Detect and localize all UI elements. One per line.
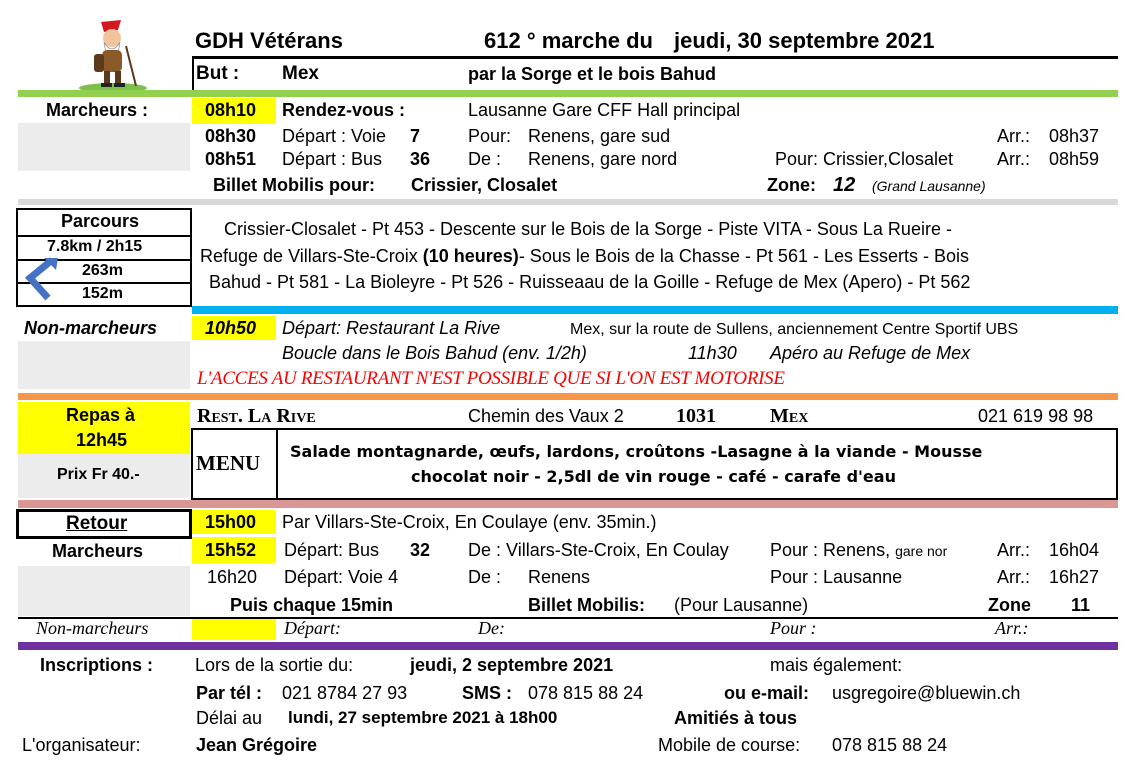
ret-t1: 15h00 bbox=[205, 512, 257, 532]
rose-divider bbox=[18, 500, 1118, 508]
nonmarcheurs-label: Non-marcheurs bbox=[24, 318, 158, 338]
zigzag-arrow-icon bbox=[22, 256, 62, 304]
ret-t2: 15h52 bbox=[205, 540, 257, 560]
r1-arr: Arr.: bbox=[997, 126, 1031, 146]
repas-label: Repas à bbox=[66, 405, 136, 425]
insc-date: jeudi, 2 septembre 2021 bbox=[410, 655, 614, 675]
mobile-label: Mobile de course: bbox=[658, 735, 801, 755]
insc-lors: Lors de la sortie du: bbox=[195, 655, 354, 675]
rest-npa: 1031 bbox=[676, 405, 716, 427]
ret-nm-dep: Départ: bbox=[284, 618, 341, 638]
rdv-label: Rendez-vous : bbox=[282, 100, 406, 120]
parcours-line1: Crissier-Closalet - Pt 453 - Descente sur le Bois de la Sorge - Piste VITA - Sous La Rueire - bbox=[224, 219, 952, 239]
org-person: Jean Grégoire bbox=[196, 735, 318, 755]
ret-pour3: Pour : Lausanne bbox=[770, 567, 903, 587]
r2-arr-time: 08h59 bbox=[1049, 149, 1100, 169]
r2-pour: Pour: Crissier,Closalet bbox=[775, 149, 954, 169]
insc-tel: 021 8784 27 93 bbox=[282, 683, 408, 703]
retour-label: Retour bbox=[66, 513, 128, 534]
rest-addr: Chemin des Vaux 2 bbox=[468, 406, 624, 426]
org-label: L'organisateur: bbox=[22, 735, 141, 755]
r1-dep: Départ : Voie bbox=[282, 126, 387, 146]
orange-divider bbox=[18, 393, 1118, 400]
r1-time: 08h30 bbox=[205, 126, 257, 146]
rest-name: Rest. La Rive bbox=[197, 405, 316, 427]
parcours-up: 263m bbox=[82, 262, 123, 279]
parcours-down: 152m bbox=[82, 285, 123, 302]
ret-billet-label: Billet Mobilis: bbox=[528, 595, 645, 615]
insc-tel-label: Par tél : bbox=[196, 683, 263, 703]
hiker-mascot-icon bbox=[74, 16, 152, 94]
ret-from3: Renens bbox=[528, 567, 591, 587]
repas-prix: Prix Fr 40.- bbox=[57, 466, 140, 483]
r2-from: Renens, gare nord bbox=[528, 149, 678, 169]
ret-l1: Par Villars-Ste-Croix, En Coulaye (env. 35min.) bbox=[282, 512, 657, 532]
retour-marcheurs: Marcheurs bbox=[52, 541, 144, 561]
parcours-line2: Refuge de Villars-Ste-Croix (10 heures)- Sous le Bois de la Chasse - Pt 561 - Les Esserts - Bois bbox=[200, 246, 970, 266]
marcheurs-label: Marcheurs : bbox=[46, 100, 149, 120]
insc-delai-date: lundi, 27 septembre 2021 à 18h00 bbox=[288, 708, 558, 727]
ret-billet-value: (Pour Lausanne) bbox=[674, 595, 809, 615]
nm-loc: Mex, sur la route de Sullens, anciennement Centre Sportif UBS bbox=[570, 321, 1019, 338]
r2-de: De : bbox=[468, 149, 502, 169]
sortie-date: jeudi, 30 septembre 2021 bbox=[674, 28, 935, 53]
parcours-line3: Bahud - Pt 581 - La Bioleyre - Pt 526 - Ruisseaau de la Goille - Refuge de Mex (Apero) - Pt 562 bbox=[209, 272, 971, 292]
billet-value: Crissier, Closalet bbox=[411, 175, 558, 195]
menu-line1: Salade montagnarde, œufs, lardons, croûtons -Lasagne à la viande - Mousse bbox=[290, 442, 983, 461]
rest-tel: 021 619 98 98 bbox=[978, 406, 1094, 426]
but-label: But : bbox=[196, 63, 240, 84]
nm-boucle: Boucle dans le Bois Bahud (env. 1/2h) bbox=[282, 343, 587, 363]
purple-divider bbox=[18, 642, 1118, 650]
ret-puis: Puis chaque 15min bbox=[230, 595, 394, 615]
insc-mail[interactable]: usgregoire@bluewin.ch bbox=[832, 683, 1021, 703]
menu-label: MENU bbox=[196, 451, 261, 475]
but-value: Mex bbox=[282, 63, 319, 84]
ret-zone-label: Zone bbox=[988, 595, 1031, 615]
ret-num2: 32 bbox=[410, 540, 431, 560]
menu-box bbox=[191, 428, 1118, 500]
route-description: par la Sorge et le bois Bahud bbox=[468, 64, 717, 84]
org-name: GDH Vétérans bbox=[195, 28, 343, 53]
parcours-title: Parcours bbox=[61, 211, 140, 231]
rdv-time: 08h10 bbox=[205, 100, 257, 120]
ret-dep3: Départ: Voie 4 bbox=[284, 567, 399, 587]
r2-time: 08h51 bbox=[205, 149, 257, 169]
nm-apero-time: 11h30 bbox=[688, 343, 737, 363]
green-divider bbox=[18, 90, 1118, 97]
rdv-place: Lausanne Gare CFF Hall principal bbox=[468, 100, 741, 120]
r1-pour: Pour: bbox=[468, 126, 512, 146]
blue-divider bbox=[192, 306, 1118, 314]
ret-arr3-time: 16h27 bbox=[1049, 567, 1100, 587]
insc-mail-label: ou e-mail: bbox=[724, 683, 810, 703]
ret-zone-value: 11 bbox=[1071, 595, 1091, 615]
parcours-distance: 7.8km / 2h15 bbox=[47, 238, 143, 255]
ret-dep2: Départ: Bus bbox=[284, 540, 380, 560]
nm-warning: L'ACCES AU RESTAURANT N'EST POSSIBLE QUE SI L'ON EST MOTORISE bbox=[197, 368, 785, 389]
insc-label: Inscriptions : bbox=[40, 655, 154, 675]
zone-label: Zone: bbox=[767, 175, 816, 195]
ret-nm-de: De: bbox=[478, 618, 505, 638]
rest-ville: Mex bbox=[770, 405, 809, 427]
ret-pour2: Pour : Renens, gare nor bbox=[770, 540, 948, 560]
insc-egal: mais également: bbox=[770, 655, 903, 675]
zone-note: (Grand Lausanne) bbox=[872, 178, 986, 194]
repas-time: 12h45 bbox=[76, 430, 128, 450]
insc-delai: Délai au bbox=[196, 708, 263, 728]
header-rule bbox=[192, 56, 1118, 59]
mobile-number: 078 815 88 24 bbox=[832, 735, 948, 755]
r2-num: 36 bbox=[410, 149, 431, 169]
ret-t3: 16h20 bbox=[207, 567, 258, 587]
r2-dep: Départ : Bus bbox=[282, 149, 383, 169]
sortie-number: 612 ° marche du bbox=[484, 28, 653, 53]
ret-arr2-time: 16h04 bbox=[1049, 540, 1100, 560]
ret-nm-arr: Arr.: bbox=[995, 618, 1029, 638]
nm-dep: Départ: Restaurant La Rive bbox=[282, 318, 501, 338]
r2-arr: Arr.: bbox=[997, 149, 1031, 169]
menu-line2: chocolat noir - 2,5dl de vin rouge - café - carafe d'eau bbox=[411, 467, 896, 486]
ret-nm-pour: Pour : bbox=[770, 618, 817, 638]
insc-sms-label: SMS : bbox=[462, 683, 513, 703]
grey-divider bbox=[18, 199, 1118, 205]
ret-de3: De : bbox=[468, 567, 502, 587]
insc-sms: 078 815 88 24 bbox=[528, 683, 644, 703]
ret-arr3: Arr.: bbox=[997, 567, 1031, 587]
billet-label: Billet Mobilis pour: bbox=[213, 175, 375, 195]
ret-arr2: Arr.: bbox=[997, 540, 1031, 560]
nm-apero: Apéro au Refuge de Mex bbox=[770, 343, 971, 363]
ret-nm-label: Non-marcheurs bbox=[36, 618, 149, 638]
ret-de2: De : Villars-Ste-Croix, En Coulay bbox=[468, 540, 729, 560]
r1-arr-time: 08h37 bbox=[1049, 126, 1100, 146]
nm-time: 10h50 bbox=[205, 318, 257, 338]
r1-dest: Renens, gare sud bbox=[528, 126, 671, 146]
r1-num: 7 bbox=[410, 126, 421, 146]
zone-value: 12 bbox=[833, 174, 856, 196]
insc-amities: Amitiés à tous bbox=[674, 708, 798, 728]
